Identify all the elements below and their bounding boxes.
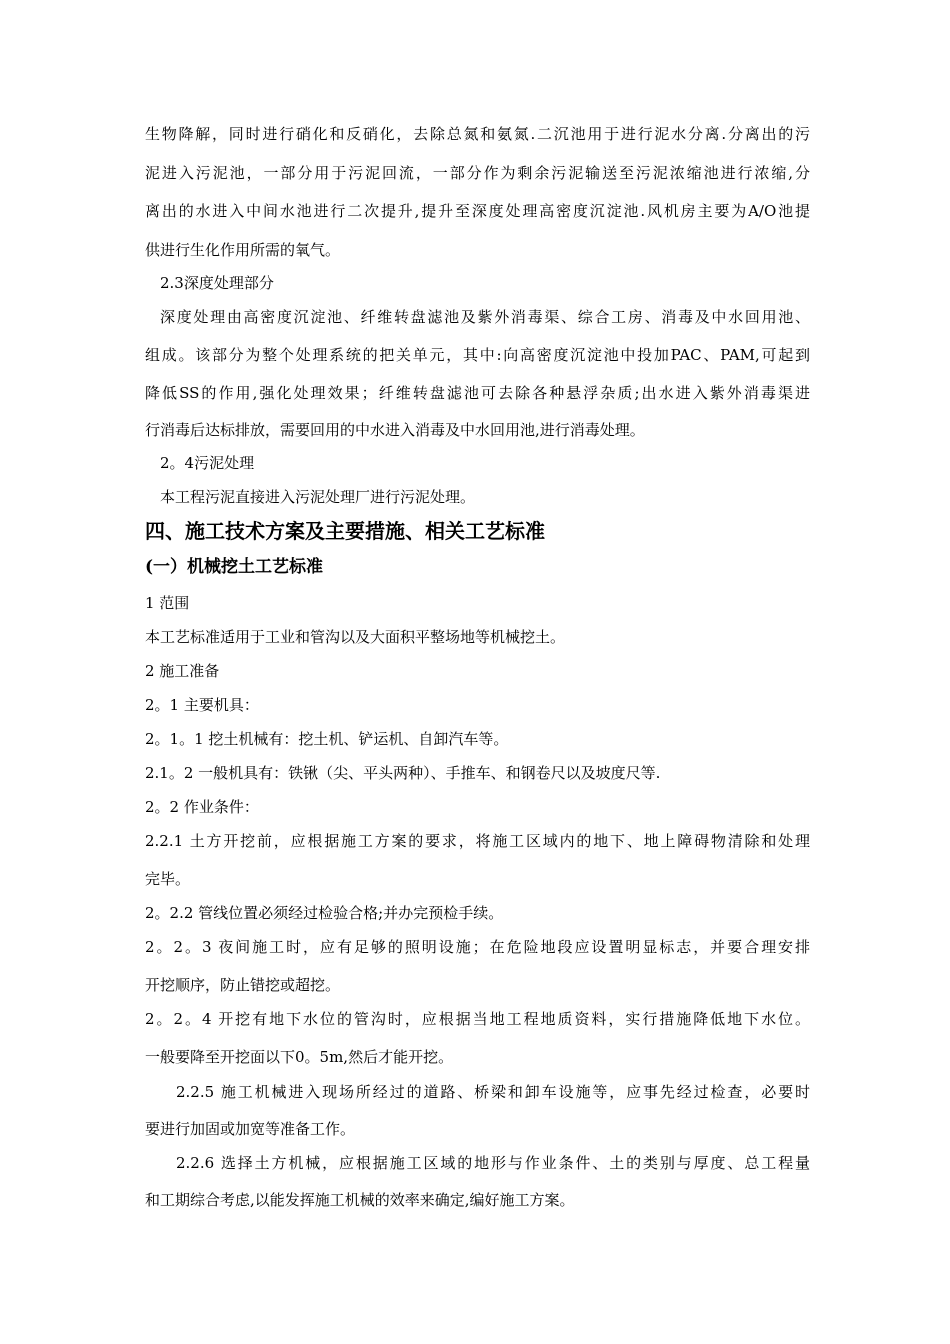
paragraph-line: 2。2.2 管线位置必须经过检验合格;并办完预检手续。 bbox=[145, 904, 504, 922]
paragraph-line: 降低SS的作用,强化处理效果；纤维转盘滤池可去除各种悬浮杂质;出水进入紫外消毒渠进 bbox=[145, 384, 810, 402]
paragraph-line: 2.1。2 一般机具有：铁锹（尖、平头两种）、手推车、和钢卷尺以及坡度尺等. bbox=[145, 764, 661, 782]
paragraph-line: 要进行加固或加宽等准备工作。 bbox=[145, 1120, 356, 1138]
paragraph-line: 2。2。3 夜间施工时，应有足够的照明设施；在危险地段应设置明显标志，并要合理安排 bbox=[145, 938, 810, 956]
paragraph-line: 本工艺标准适用于工业和管沟以及大面积平整场地等机械挖土。 bbox=[145, 628, 566, 646]
paragraph-line: 2。2。4 开挖有地下水位的管沟时，应根据当地工程地质资料，实行措施降低地下水位。 bbox=[145, 1010, 810, 1028]
paragraph-line: 2。1。1 挖土机械有：挖土机、铲运机、自卸汽车等。 bbox=[145, 730, 509, 748]
paragraph-line: 2。2 作业条件： bbox=[145, 798, 259, 816]
paragraph-line: 泥进入污泥池，一部分用于污泥回流，一部分作为剩余污泥输送至污泥浓缩池进行浓缩,分 bbox=[145, 164, 810, 182]
paragraph-line: 本工程污泥直接进入污泥处理厂进行污泥处理。 bbox=[160, 488, 476, 506]
paragraph-line: 生物降解，同时进行硝化和反硝化，去除总氮和氨氮.二沉池用于进行泥水分离.分离出的污 bbox=[145, 125, 810, 143]
chapter-heading: 四、施工技术方案及主要措施、相关工艺标准 bbox=[145, 519, 545, 543]
paragraph-line: 一般要降至开挖面以下0。5m,然后才能开挖。 bbox=[145, 1048, 454, 1066]
paragraph-line: 1 范围 bbox=[145, 594, 190, 612]
paragraph-line: 行消毒后达标排放，需要回用的中水进入消毒及中水回用池,进行消毒处理。 bbox=[145, 421, 645, 439]
paragraph-line: 和工期综合考虑,以能发挥施工机械的效率来确定,编好施工方案。 bbox=[145, 1191, 575, 1209]
section-heading: 2。4污泥处理 bbox=[160, 454, 255, 472]
paragraph-line: 离出的水进入中间水池进行二次提升,提升至深度处理高密度沉淀池.风机房主要为A/O池提 bbox=[145, 202, 810, 220]
paragraph-line: 深度处理由高密度沉淀池、纤维转盘滤池及紫外消毒渠、综合工房、消毒及中水回用池、 bbox=[160, 308, 810, 326]
paragraph-line: 开挖顺序，防止错挖或超挖。 bbox=[145, 976, 341, 994]
paragraph-line: 组成。该部分为整个处理系统的把关单元，其中:向高密度沉淀池中投加PAC、PAM,可起到 bbox=[145, 346, 810, 364]
paragraph-line: 供进行生化作用所需的氧气。 bbox=[145, 241, 341, 259]
paragraph-line: 2.2.6 选择土方机械，应根据施工区域的地形与作业条件、土的类别与厚度、总工程量 bbox=[176, 1154, 810, 1172]
paragraph-line: 2.2.5 施工机械进入现场所经过的道路、桥梁和卸车设施等，应事先经过检查，必要时 bbox=[176, 1083, 810, 1101]
paragraph-line: 2。1 主要机具： bbox=[145, 696, 259, 714]
section-heading: 2.3深度处理部分 bbox=[160, 274, 274, 292]
subsection-heading: (一）机械挖土工艺标准 bbox=[145, 557, 324, 577]
paragraph-line: 2.2.1 土方开挖前，应根据施工方案的要求，将施工区域内的地下、地上障碍物清除和处理 bbox=[145, 832, 810, 850]
paragraph-line: 2 施工准备 bbox=[145, 662, 220, 680]
paragraph-line: 完毕。 bbox=[145, 870, 191, 888]
